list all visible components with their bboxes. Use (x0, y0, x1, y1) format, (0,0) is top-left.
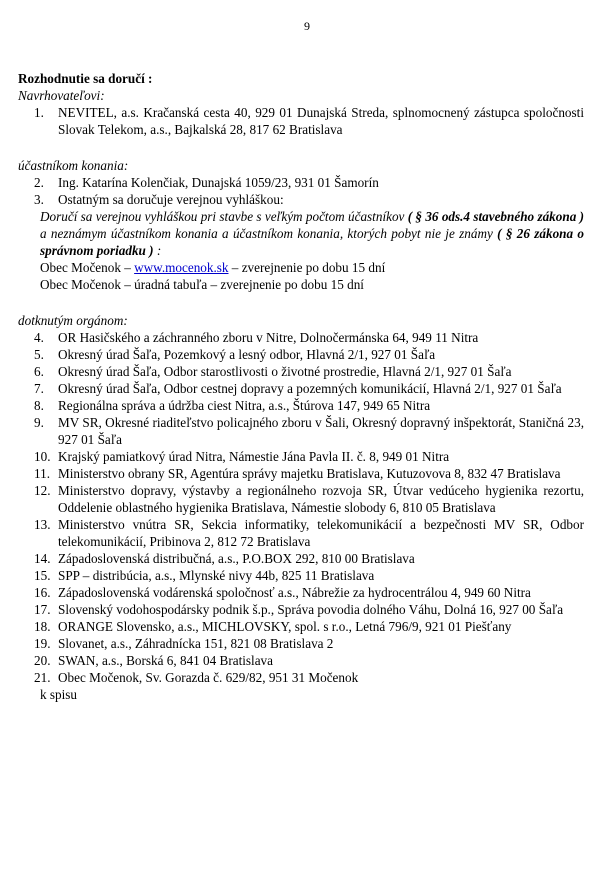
list-item (34, 414, 584, 448)
item-number: 21. (34, 670, 51, 685)
list-item (34, 635, 584, 652)
publication-board: Obec Močenok – úradná tabuľa – zverejnenie po dobu 15 dní (40, 277, 364, 292)
page-number: 9 (304, 19, 310, 33)
list-item (34, 380, 584, 397)
list-item (34, 465, 584, 482)
item-text: SWAN, a.s., Borská 6, 841 04 Bratislava (58, 653, 274, 668)
item-text: Slovenský vodohospodársky podnik š.p., Správa povodia dolného Váhu, Dolná 16, 927 00 Šaľa (58, 602, 564, 617)
law-reference-building-act: ( § 36 ods.4 stavebného zákona ) (407, 209, 584, 224)
law-reference-administrative-procedure: ( § 26 zákona o správnom poriadku ) (40, 226, 585, 258)
list-item (34, 191, 584, 208)
item-text: Krajský pamiatkový úrad Nitra, Námestie Jána Pavla II. č. 8, 949 01 Nitra (58, 449, 450, 464)
item-text: Slovanet, a.s., Záhradnícka 151, 821 08 Bratislava 2 (58, 636, 334, 651)
authorities-label: dotknutým orgánom: (18, 313, 128, 328)
list-item (34, 550, 584, 567)
item-text: Ministerstvo vnútra SR, Sekcia informatiky, telekomunikácií a bezpečnosti MV SR, Odbor telekomunikácií, Pribinova 2, 812 72 Bratislava (58, 517, 584, 549)
item-number: 2. (34, 175, 44, 190)
item-text: SPP – distribúcia, a.s., Mlynské nivy 44b, 825 11 Bratislava (58, 568, 375, 583)
item-number: 16. (34, 585, 51, 600)
item-number: 6. (34, 364, 44, 379)
item-number: 12. (34, 483, 51, 498)
item-number: 18. (34, 619, 51, 634)
item-number: 13. (34, 517, 51, 532)
item-number: 7. (34, 381, 44, 396)
list-item (34, 174, 584, 191)
item-text: Západoslovenská vodárenská spoločnosť a.s., Nábrežie za hydrocentrálou 4, 949 60 Nitra (58, 585, 531, 600)
item-number: 4. (34, 330, 44, 345)
participants-label: účastníkom konania: (18, 158, 129, 173)
website-link[interactable]: www.mocenok.sk (134, 260, 229, 275)
item-text: Ing. Katarína Kolenčiak, Dunajská 1059/23, 931 01 Šamorín (58, 175, 379, 190)
item-number: 5. (34, 347, 44, 362)
item-number: 20. (34, 653, 51, 668)
file-copy-note: k spisu (40, 687, 78, 702)
item-text: Okresný úrad Šaľa, Odbor starostlivosti o životné prostredie, Hlavná 2/1, 927 01 Šaľa (58, 364, 512, 379)
list-item (34, 363, 584, 380)
list-item (34, 397, 584, 414)
proposers-label: Navrhovateľovi: (18, 88, 105, 103)
list-item (34, 567, 584, 584)
list-item (34, 652, 584, 669)
item-text: MV SR, Okresné riaditeľstvo policajného zboru v Šali, Okresný dopravný inšpektorát, Staničná 23, 927 01 Šaľa (58, 415, 584, 447)
item-number: 1. (34, 105, 44, 120)
item-number: 8. (34, 398, 44, 413)
list-item (34, 601, 584, 618)
item-number: 14. (34, 551, 51, 566)
item-text: Okresný úrad Šaľa, Odbor cestnej dopravy a pozemných komunikácií, Hlavná 2/1, 927 01 Šaľa (58, 381, 562, 396)
item-number: 11. (34, 466, 50, 481)
item-text: Ministerstvo dopravy, výstavby a regionálneho rozvoja SR, Útvar vedúceho hygienika rezortu, Oddelenie oblastného hygienika Bratislava, Námestie slobody 6, 810 05 Bratislava (58, 483, 584, 515)
item-text: Ministerstvo obrany SR, Agentúra správy majetku Bratislava, Kutuzovova 8, 832 47 Bratislava (58, 466, 561, 481)
list-item (34, 346, 584, 363)
item-number: 17. (34, 602, 51, 617)
item-text: Západoslovenská distribučná, a.s., P.O.BOX 292, 810 00 Bratislava (58, 551, 415, 566)
list-item (34, 618, 584, 635)
delivery-heading: Rozhodnutie sa doručí : (18, 71, 153, 86)
item-text: NEVITEL, a.s. Kračanská cesta 40, 929 01 Dunajská Streda, splnomocnený zástupca spoločnosti Slovak Telekom, a.s., Bajkalská 28, 817 62 Bratislava (58, 105, 584, 137)
item-text: Okresný úrad Šaľa, Pozemkový a lesný odbor, Hlavná 2/1, 927 01 Šaľa (58, 347, 436, 362)
authorities-list (18, 329, 584, 686)
list-item (34, 104, 584, 138)
list-item (34, 516, 584, 550)
item-text: ORANGE Slovensko, a.s., MICHLOVSKY, spol. s r.o., Letná 796/9, 921 01 Piešťany (58, 619, 512, 634)
list-item (34, 329, 584, 346)
item-number: 19. (34, 636, 51, 651)
publication-web: Obec Močenok – www.mocenok.sk – zverejnenie po dobu 15 dní (40, 260, 386, 275)
item-number: 3. (34, 192, 44, 207)
item-text: Regionálna správa a údržba ciest Nitra, a.s., Štúrova 147, 949 65 Nitra (58, 398, 431, 413)
list-item (34, 584, 584, 601)
public-notice-paragraph: Doručí sa verejnou vyhláškou pri stavbe s veľkým počtom účastníkov ( § 36 ods.4 stavebného zákona ) a neznámym účastníkom konania a účastníkom konania, ktorých pobyt nie je známy ( § 26 zákona o správnom poriadku ) : (40, 209, 585, 258)
list-item (34, 482, 584, 516)
list-item (34, 669, 584, 686)
item-number: 9. (34, 415, 44, 430)
item-text: Obec Močenok, Sv. Gorazda č. 629/82, 951 31 Močenok (58, 670, 359, 685)
item-number: 10. (34, 449, 51, 464)
item-number: 15. (34, 568, 51, 583)
list-item (34, 448, 584, 465)
item-text: Ostatným sa doručuje verejnou vyhláškou: (58, 192, 284, 207)
item-text: OR Hasičského a záchranného zboru v Nitre, Dolnočermánska 64, 949 11 Nitra (58, 330, 479, 345)
delivery-list (18, 70, 584, 703)
